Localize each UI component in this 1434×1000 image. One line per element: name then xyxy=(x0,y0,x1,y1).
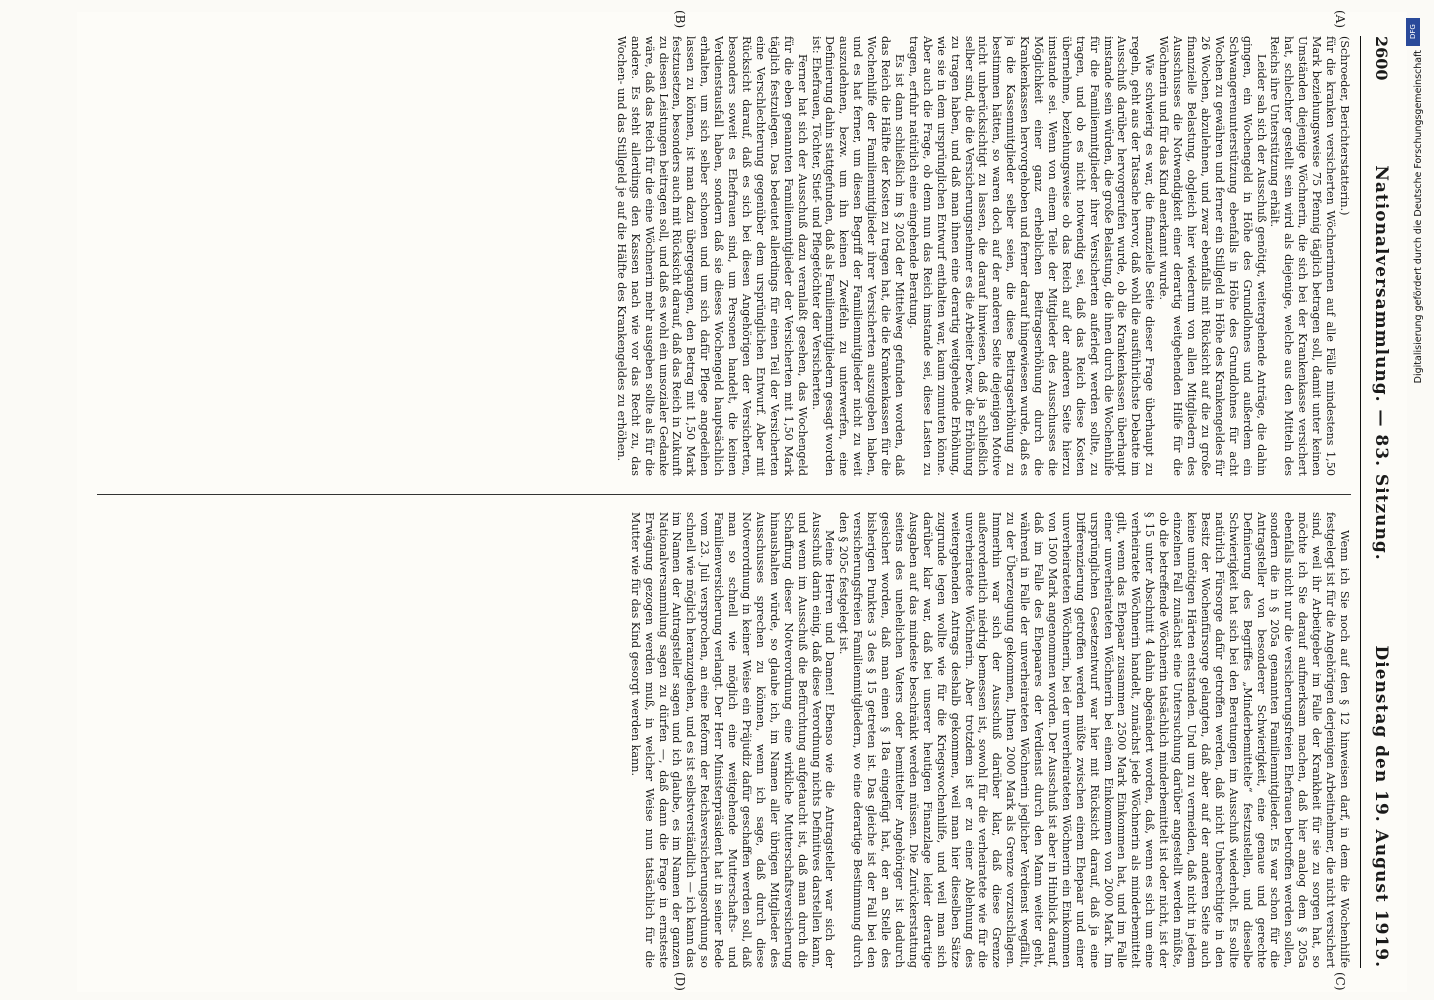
header-right-title: Dienstag den 19. August 1919. xyxy=(1371,645,1391,968)
margin-marker-a: (A) xyxy=(1333,10,1347,29)
header-rule xyxy=(1360,36,1361,968)
margin-marker-d: (D) xyxy=(673,972,687,991)
header-left-title: Nationalversammlung. — 83. Sitzung. xyxy=(1371,165,1391,561)
page-number: 2600 xyxy=(1372,36,1391,81)
column-divider xyxy=(97,494,1351,495)
paragraph: Meine Herren und Damen! Ebenso wie die Antragsteller war sich der Ausschuß darin einig, daß diese Verordnung nichts Definitives darstellen kann, und wenn im Ausschuß die Befürchtung aufgetaucht ist, daß man durch die Schaffung dieser Notverordnung eine wirkliche Mutterschaftsversicherung hinaushalten würde, so glaube ich, im Namen aller übrigen Mitglieder des Ausschusses sprechen zu können, wenn ich sage, daß durch diese Notverordnung in keiner Weise ein Präjudiz dafür geschaffen werden soll, daß man so schnell wie möglich eine weitgehende Mutterschafts- und Familienversicherung verlangt. Der Herr Ministerpräsident hat in seiner Rede vom 23. Juli versprochen, an eine Reform der Reichsversicherungsordnung so schnell wie möglich heranzugehen, und es ist selbstverständlich — ich kann das im Namen der Antragsteller sagen und ich glaube, es im Namen der ganzen Nationalversammlung sagen zu dürfen —, daß dann die Frage in ernsteste Erwägung gezogen werden muß, in welcher Weise nun tatsächlich für die Mutter wie für das Kind gesorgt werden kann. xyxy=(628,512,837,968)
paragraph: Wenn ich Sie noch auf den § 12 hinweisen darf, in dem die Wochenhilfe festgelegt ist für die Angehörigen derjenigen Arbeitnehmer, die nicht versichert sind, weil ihr Arbeitgeber im Falle der Krankheit für sie zu sorgen hat, so möchte ich Sie darauf aufmerksam machen, daß hier analog dem § 205a ebenfalls nicht nur die versicherungsfreien Ehefrauen betroffen werden sollen, sondern die in § 205a genannten Familienmitglieder. Es war schon für die Antragsteller von besonderer Schwierigkeit, eine genaue und gerechte Definierung des Begriffes „Minderbemittelte“ festzustellen, und dieselbe Schwierigkeit hat sich bei den Beratungen im Ausschuß wiederholt. Es sollte natürlich Fürsorge dafür getroffen werden, daß nicht Unberechtigte in den Besitz der Wochenfürsorge gelangten, daß aber auf der anderen Seite auch keine unnötigen Härten entstanden. Und um zu vermeiden, daß nicht in jedem einzelnen Fall zunächst eine Untersuchung darüber angestellt werden müßte, ob die betreffende Wöchnerin tatsächlich minderbemittelt ist oder nicht, ist der § 15 unter Abschnitt 4 dahin abgeändert worden, daß, wenn es sich um eine verheiratete Wöchnerin handelt, zunächst jede Wöchnerin als minderbemittelt gilt, wenn das Ehepaar zusammen 2500 Mark Einkommen hat, und im Falle einer unverheirateten Wöchnerin bei einem Einkommen von 2000 Mark. Im ursprünglichen Gesetzentwurf war hier mit Rücksicht darauf, daß ja eine Differenzierung getroffen werden müßte zwischen einem Ehepaar und einer unverheirateten Wöchnerin, bei der unverheirateten Wöchnerin ein Einkommen von 1500 Mark angenommen worden. Der Ausschuß ist aber in Hinblick darauf, daß im Falle des Ehepaares der Verdienst durch den Mann weiter geht, während in Falle der unverheirateten Wöchnerin jeglicher Verdienst wegfällt, zu der Überzeugung gekommen, Ihnen 2000 Mark als Grenze vorzuschlagen. Immerhin war sich der Ausschuß darüber klar, daß diese Grenze außerordentlich niedrig bemessen ist, sowohl für die verheiratete wie für die unverheiratete Wöchnerin. Aber trotzdem ist er zu einer Ablehnung des weitergehenden Antrags deshalb gekommen, weil man hier dieselben Sätze zugrunde legen wollte wie für die Kriegswochenhilfe, und weil man sich darüber klar war, daß bei unserer heutigen Finanzlage leider derartige Ausgaben auf das mindeste beschränkt werden müssen. Die Zurückerstattung seitens des unehelichen Vaters oder bemittelter Angehöriger ist dadurch gesichert worden, daß man einen § 18a eingefügt hat, der an Stelle des bisherigen Punktes 3 des § 15 getreten ist. Das gleiche ist der Fall bei den versicherungsfreien Familienmitgliedern, wo eine derartige Bestimmung durch den § 205c festgelegt ist. xyxy=(837,512,1351,968)
right-column xyxy=(97,512,1351,968)
margin-marker-c: (C) xyxy=(1333,972,1347,991)
speaker-line: (Schroeder, Berichterstatterin.) xyxy=(1338,36,1351,216)
paragraph: Leider sah sich der Ausschuß genötigt, weitergehende Anträge, die dahin gingen, ein Wochengeld in Höhe des Grundlohnes und außerdem ein Schwangerenunterstützung ebenfalls in Höhe des Grundlohnes für acht Wochen zu gewähren und ferner ein Stillgeld in Höhe des Krankengeldes für 26 Wochen, abzulehnen, und zwar ebenfalls mit Rücksicht auf die zu große finanzielle Belastung, obgleich hier wiederum von allen Mitgliedern des Ausschusses die Notwendigkeit einer derartig weitgehenden Hilfe für die Wöchnerin und für das Kind anerkannt wurde. xyxy=(1157,36,1268,476)
dfg-logo: DFG xyxy=(1406,18,1420,46)
margin-marker-b: (B) xyxy=(673,10,687,29)
newspaper-page xyxy=(77,12,1407,992)
funding-note: Digitalisierung gefördert durch die Deutsche Forschungsgemeinschaft xyxy=(1413,50,1424,384)
left-column xyxy=(97,36,1351,476)
paragraph: für die kranken versicherten Wöchnerinnen auf alle Fälle mindestens 1,50 Mark beziehungsweise 75 Pfennig täglich betragen soll, damit unter keinen Umständen diejenige Wöchnerin, die sich bei der Krankenkasse versichert hat, schlechter gestellt sein wird als diejenige, welche aus den Mitteln des Reichs ihre Unterstützung erhält. xyxy=(1268,36,1338,476)
paragraph: Ferner hat sich der Ausschuß dazu veranlaßt gesehen, das Wochengeld für die eben genannten Familienmitglieder der Versicherten mit 1,50 Mark täglich festzulegen. Das bedeutet allerdings für einen Teil der Versicherten eine Verschlechterung gegenüber dem ursprünglichen Entwurf. Aber mit Rücksicht darauf, daß es sich bei diesen Angehörigen der Versicherten, besonders soweit es Ehefrauen sind, um Personen handelt, die keinen Verdienstausfall haben, sondern daß sie dieses Wochengeld hauptsächlich erhalten, um sich selber schonen und um sich dafür Pflege angedeihen lassen zu können, ist man dazu übergegangen, den Betrag mit 1,50 Mark festzusetzen, besonders auch mit Rücksicht darauf, daß das Reich in Zukunft zu diesen Leistungen beitragen soll, und daß es wohl ein unsozialer Gedanke wäre, daß das Reich für die eine Wöchnerin mehr ausgeben sollte als für die andere. Es steht allerdings den Kassen nach wie vor das Recht zu, das Wochen- und das Stillgeld je auf die Hälfte des Krankengeldes zu erhöhen. xyxy=(614,36,809,476)
paragraph: Wie schwierig es war, die finanzielle Seite dieser Frage überhaupt zu regeln, geht aus der Tatsache hervor, daß wohl die ausführlichste Debatte im Ausschuß darüber hervorgerufen wurde, ob die Krankenkassen überhaupt imstande sein würden, die große Belastung, die ihnen durch die Wochenhilfe für die Familienmitglieder ihrer Versicherten auferlegt werden sollte, zu tragen, und ob es nicht notwendig sei, daß das Reich diese Kosten übernehme, beziehungsweise ob das Reich auf der anderen Seite hierzu imstande sei. Wenn von einem Teile der Mitglieder des Ausschusses die Möglichkeit einer ganz erheblichen Beitragserhöhung durch die Krankenkassen hervorgehoben und ferner darauf hingewiesen wurde, daß es ja die Kassenmitglieder selber seien, die diese Beitragserhöhung zu bestimmen hätten, so waren doch auf der anderen Seite diejenigen Motive nicht unberücksichtigt zu lassen, die darauf hinwiesen, daß ja schließlich selber sind, die die Versicherungsnehmer es die Arbeiter bezw. die Erhöhung zu tragen haben, und daß man ihnen eine derartig weitgehende Erhöhung, wie sie in dem ursprünglichen Entwurf enthalten war, kaum zumuten könne. Aber auch die Frage, ob denn nun das Reich imstande sei, diese Lasten zu tragen, erfuhr natürlich eine eingehende Beratung. xyxy=(906,36,1157,476)
paragraph: Es ist dann schließlich im § 205d der Mittelweg gefunden worden, daß das Reich die Hälfte der Kosten zu tragen hat, die die Krankenkassen für die Wochenhilfe der Familienmitglieder ihrer Versicherten auszugeben haben, und es hat ferner, um diesen Begriff der Familienmitglieder nicht zu weit auszudehnen, bezw. um ihn keinen Zweifeln zu unterwerfen, eine Definierung dahin stattgefunden, daß als Familienmitgliedern gesagt worden ist: Ehefrauen, Töchter, Stief- und Pflegetöchter der Versicherten. xyxy=(809,36,906,476)
digitization-sidebar xyxy=(1410,8,1428,998)
page-header xyxy=(1365,36,1391,968)
